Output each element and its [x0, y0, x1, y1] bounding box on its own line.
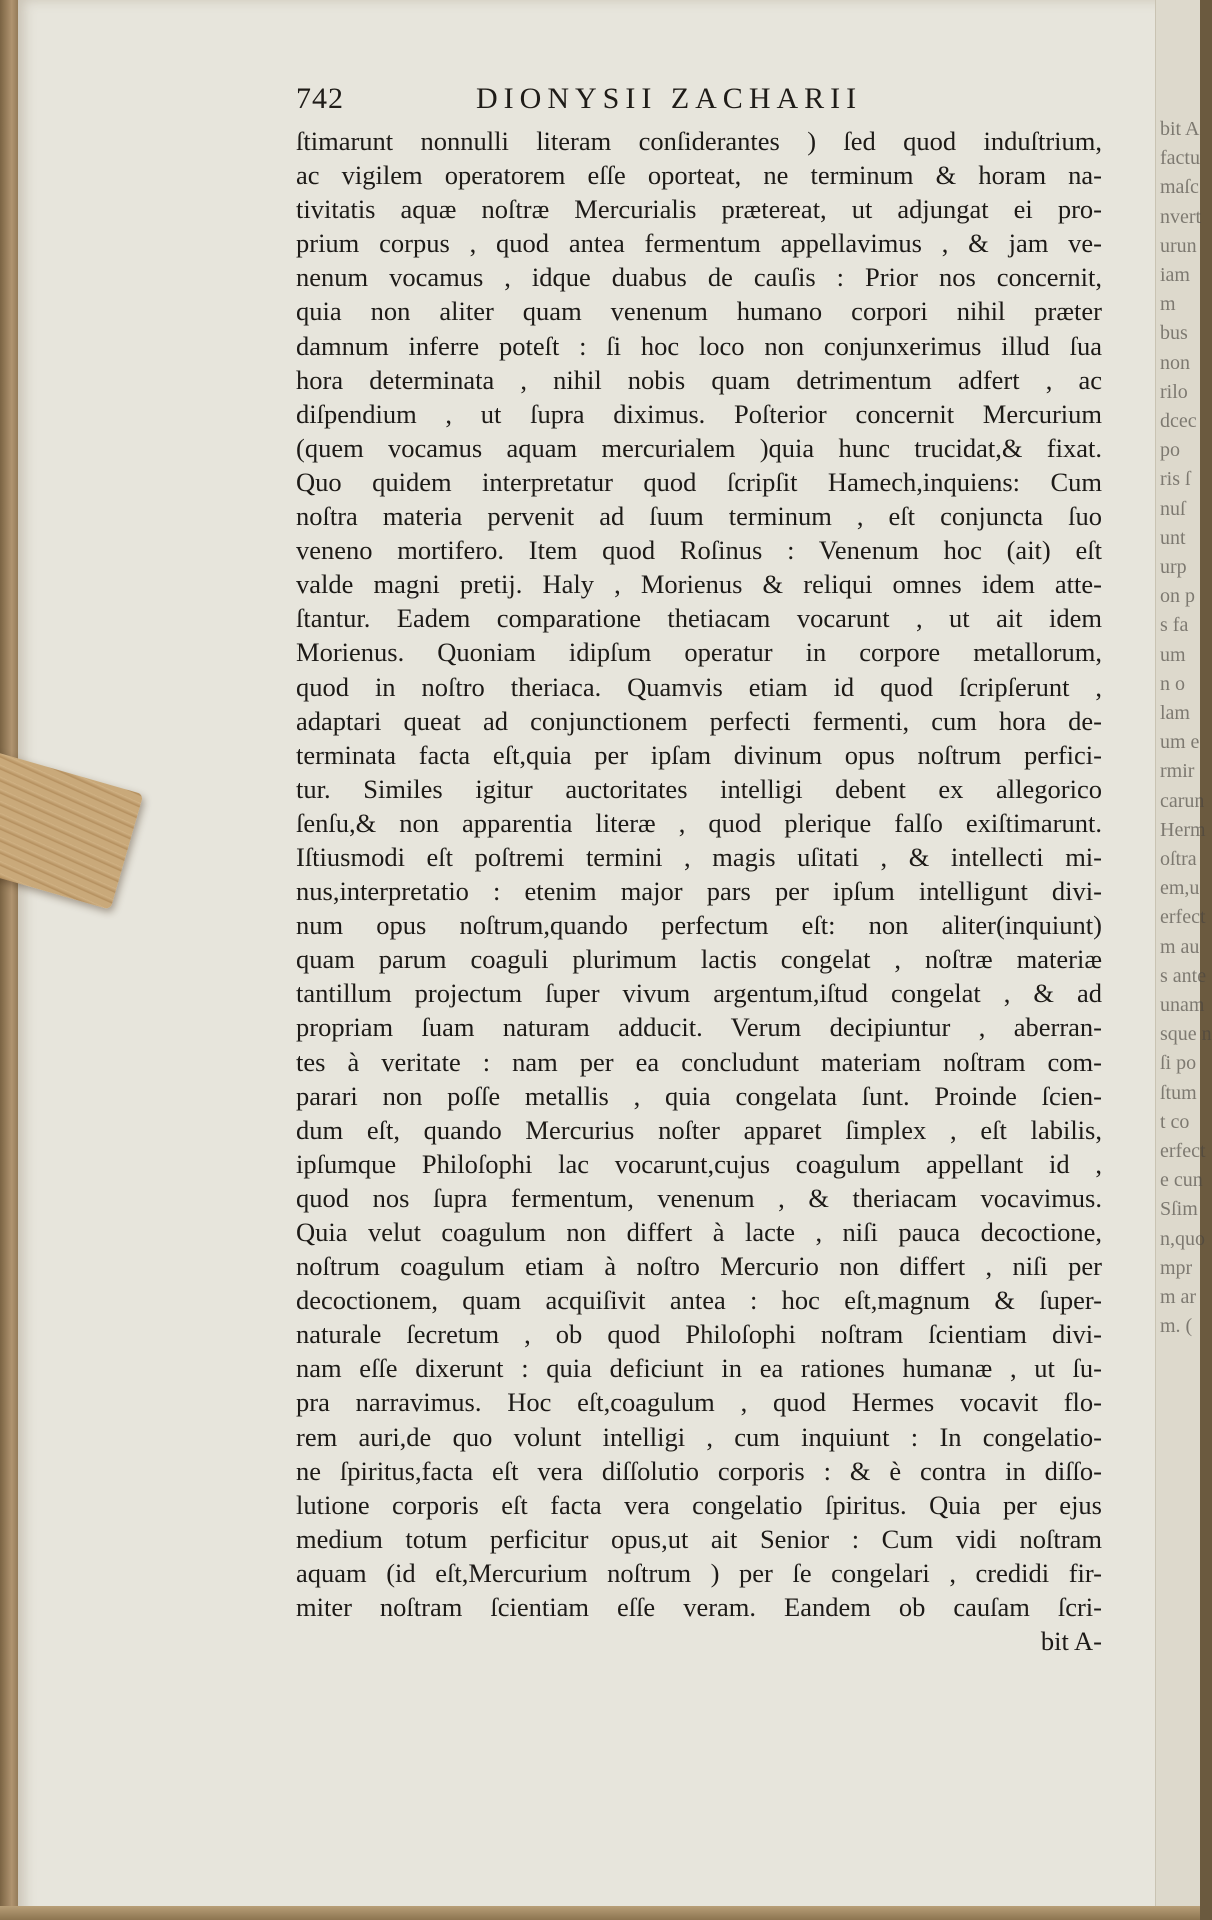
next-page-fragment: um	[1160, 643, 1186, 666]
text-line: aquam (id eſt,Mercurium noſtrum ) per ſe congelari , credidi fir-	[296, 1557, 1102, 1588]
next-page-fragment: erfect	[1160, 906, 1206, 929]
next-page-fragment: po	[1160, 439, 1180, 462]
text-line: nam eſſe dixerunt : quia deficiunt in ea rationes humanæ , ut ſu-	[296, 1353, 1102, 1384]
text-line: adaptari queat ad conjunctionem perfecti fermenti, cum hora de-	[296, 705, 1102, 736]
text-line: pra narravimus. Hoc eſt,coagulum , quod Hermes vocavit flo-	[296, 1387, 1102, 1418]
text-line: tur. Similes igitur auctoritates intelligi debent ex allegorico	[296, 773, 1102, 804]
text-line: ipſumque Philoſophi lac vocarunt,cujus coagulum appellant id ,	[296, 1148, 1102, 1179]
next-page-fragment: nvert	[1160, 205, 1202, 228]
text-line: Morienus. Quoniam idipſum operatur in corpore metallorum,	[296, 637, 1102, 668]
text-line: ſenſu,& non apparentia literæ , quod plerique falſo exiſtimarunt.	[296, 807, 1102, 838]
text-line: miter noſtram ſcientiam eſſe veram. Eandem ob cauſam ſcri-	[296, 1592, 1102, 1623]
text-line: parari non poſſe metallis , quia congelata ſunt. Proinde ſcien-	[296, 1080, 1102, 1111]
text-line: terminata facta eſt,quia per ipſam divinum opus noſtrum perfici-	[296, 739, 1102, 770]
next-page-fragment: sque n	[1160, 1023, 1212, 1046]
page-header	[296, 82, 1096, 122]
text-line: noſtra materia pervenit ad ſuum terminum , eſt conjuncta ſuo	[296, 501, 1102, 532]
running-head: DIONYSII ZACHARII	[476, 82, 863, 115]
next-page-fragment: carun	[1160, 789, 1205, 812]
text-line: ac vigilem operatorem eſſe oporteat, ne terminum & horam na-	[296, 160, 1102, 191]
next-page-fragment: ſi po	[1160, 1052, 1197, 1075]
next-page-fragment: n,quo	[1160, 1227, 1205, 1250]
bottom-edge	[0, 1906, 1200, 1920]
body-text	[296, 124, 1102, 1658]
text-line: ne ſpiritus,facta eſt vera diſſolutio corporis : & è contra in diſſo-	[296, 1455, 1102, 1486]
text-line: rem auri,de quo volunt intelligi , cum inquiunt : In congelatio-	[296, 1421, 1102, 1452]
next-page-fragment: mpr	[1160, 1256, 1193, 1279]
text-line: num opus noſtrum,quando perfectum eſt: non aliter(inquiunt)	[296, 910, 1102, 941]
next-page-fragment: erfect	[1160, 1140, 1206, 1162]
next-page-fragment: oſtra	[1160, 848, 1197, 870]
text-line: nus,interpretatio : etenim major pars per ipſum intelligunt divi-	[296, 876, 1102, 907]
text-line: medium totum perficitur opus,ut ait Senior : Cum vidi noſtram	[296, 1523, 1102, 1554]
text-line: ſtimarunt nonnulli literam conſiderantes ) ſed quod induſtrium,	[296, 126, 1102, 156]
next-page-fragment: dcec	[1160, 410, 1197, 432]
text-line: tantillum projectum ſuper vivum argentum,iſtud congelat , & ad	[296, 978, 1102, 1009]
next-page-fragment: bus	[1160, 322, 1188, 345]
text-line: quod nos ſupra fermentum, venenum , & theriacam vocavimus.	[296, 1182, 1102, 1213]
text-line: prium corpus , quod antea fermentum appellavimus , & jam ve-	[296, 228, 1102, 259]
text-line: propriam ſuam naturam adducit. Verum decipiuntur , aberran-	[296, 1012, 1102, 1043]
next-page-fragment: s fa	[1160, 614, 1189, 637]
text-line: noſtrum coagulum etiam à noſtro Mercurio non differt , niſi per	[296, 1251, 1102, 1282]
next-page-fragment: Sſim	[1160, 1198, 1198, 1221]
next-page-fragment: unam	[1160, 994, 1205, 1016]
text-line: quod in noſtro theriaca. Quamvis etiam id quod ſcripſerunt ,	[296, 671, 1102, 702]
text-line: Quia velut coagulum non differt à lacte , niſi pauca decoctione,	[296, 1217, 1102, 1247]
page-number: 742	[296, 82, 344, 115]
text-line: hora determinata , nihil nobis quam detrimentum adfert , ac	[296, 364, 1102, 395]
next-page-fragment: bit A	[1160, 118, 1200, 140]
next-page-fragment: em,u	[1160, 877, 1200, 900]
next-page-fragment: lam	[1160, 702, 1190, 724]
next-page-fragment: m ar	[1160, 1286, 1197, 1308]
next-page-fragment: iam	[1160, 264, 1190, 286]
text-line: damnum inferre poteſt : ſi hoc loco non conjunxerimus illud ſua	[296, 330, 1102, 361]
next-page-fragment: s ante	[1160, 964, 1207, 987]
next-page-fragment: e cun	[1160, 1169, 1203, 1192]
next-page-fragment: rilo	[1160, 380, 1188, 403]
text-line: naturale ſecretum , ob quod Philoſophi noſtram ſcientiam divi-	[296, 1319, 1102, 1350]
next-page-fragment: um e	[1160, 731, 1200, 754]
text-line: decoctionem, quam acquiſivit antea : hoc eſt,magnum & ſuper-	[296, 1285, 1102, 1316]
next-page-fragment: rmir	[1160, 760, 1195, 783]
text-line: nenum vocamus , idque duabus de cauſis : Prior nos concernit,	[296, 262, 1102, 293]
next-page-fragment: maſc	[1160, 176, 1199, 199]
next-page-fragment: ris ſ	[1160, 468, 1191, 491]
text-line: Iſtiusmodi eſt poſtremi termini , magis uſitati , & intellecti mi-	[296, 841, 1102, 872]
text-line: quia non aliter quam venenum humano corpori nihil præter	[296, 296, 1102, 327]
next-page-fragment: ſtum	[1160, 1081, 1197, 1104]
next-page-fragment: m	[1160, 293, 1176, 316]
text-line: (quem vocamus aquam mercurialem )quia hunc trucidat,& fixat.	[296, 432, 1102, 463]
next-page-fragment: nuſ	[1160, 497, 1186, 520]
next-page-fragment: Herm	[1160, 818, 1206, 841]
text-line: lutione corporis eſt facta vera congelatio ſpiritus. Quia per ejus	[296, 1489, 1102, 1520]
next-page-fragment: t co	[1160, 1110, 1190, 1133]
text-line: dum eſt, quando Mercurius noſter apparet ſimplex , eſt labilis,	[296, 1114, 1102, 1145]
next-page-fragment: m. (	[1160, 1315, 1193, 1338]
text-line: valde magni pretij. Haly , Morienus & reliqui omnes idem atte-	[296, 569, 1102, 600]
next-page-fragment: urp	[1160, 556, 1187, 578]
text-line: tes à veritate : nam per ea concludunt materiam noſtram com-	[296, 1046, 1102, 1077]
adjacent-page-edge	[1155, 0, 1212, 1920]
next-page-fragment: non	[1160, 351, 1190, 374]
text-line: quam parum coaguli plurimum lactis congelat , noſtræ materiæ	[296, 944, 1102, 975]
text-line: diſpendium , ut ſupra diximus. Poſterior concernit Mercurium	[296, 398, 1102, 429]
text-line: Quo quidem interpretatur quod ſcripſit Hamech,inquiens: Cum	[296, 466, 1102, 497]
text-line: tivitatis aquæ noſtræ Mercurialis prætereat, ut adjungat ei pro-	[296, 194, 1102, 225]
next-page-fragment: m au	[1160, 935, 1200, 958]
next-page-fragment: factu	[1160, 147, 1200, 170]
next-page-fragment: n o	[1160, 672, 1185, 695]
next-page-fragment: unt	[1160, 526, 1186, 549]
text-line: veneno mortifero. Item quod Roſinus : Venenum hoc (ait) eſt	[296, 535, 1102, 566]
next-page-fragment: on p	[1160, 585, 1195, 608]
catchword: bit A-	[1040, 1626, 1102, 1657]
text-line: ſtantur. Eadem comparatione thetiacam vocarunt , ut ait idem	[296, 603, 1102, 634]
next-page-fragment: urun	[1160, 234, 1197, 257]
